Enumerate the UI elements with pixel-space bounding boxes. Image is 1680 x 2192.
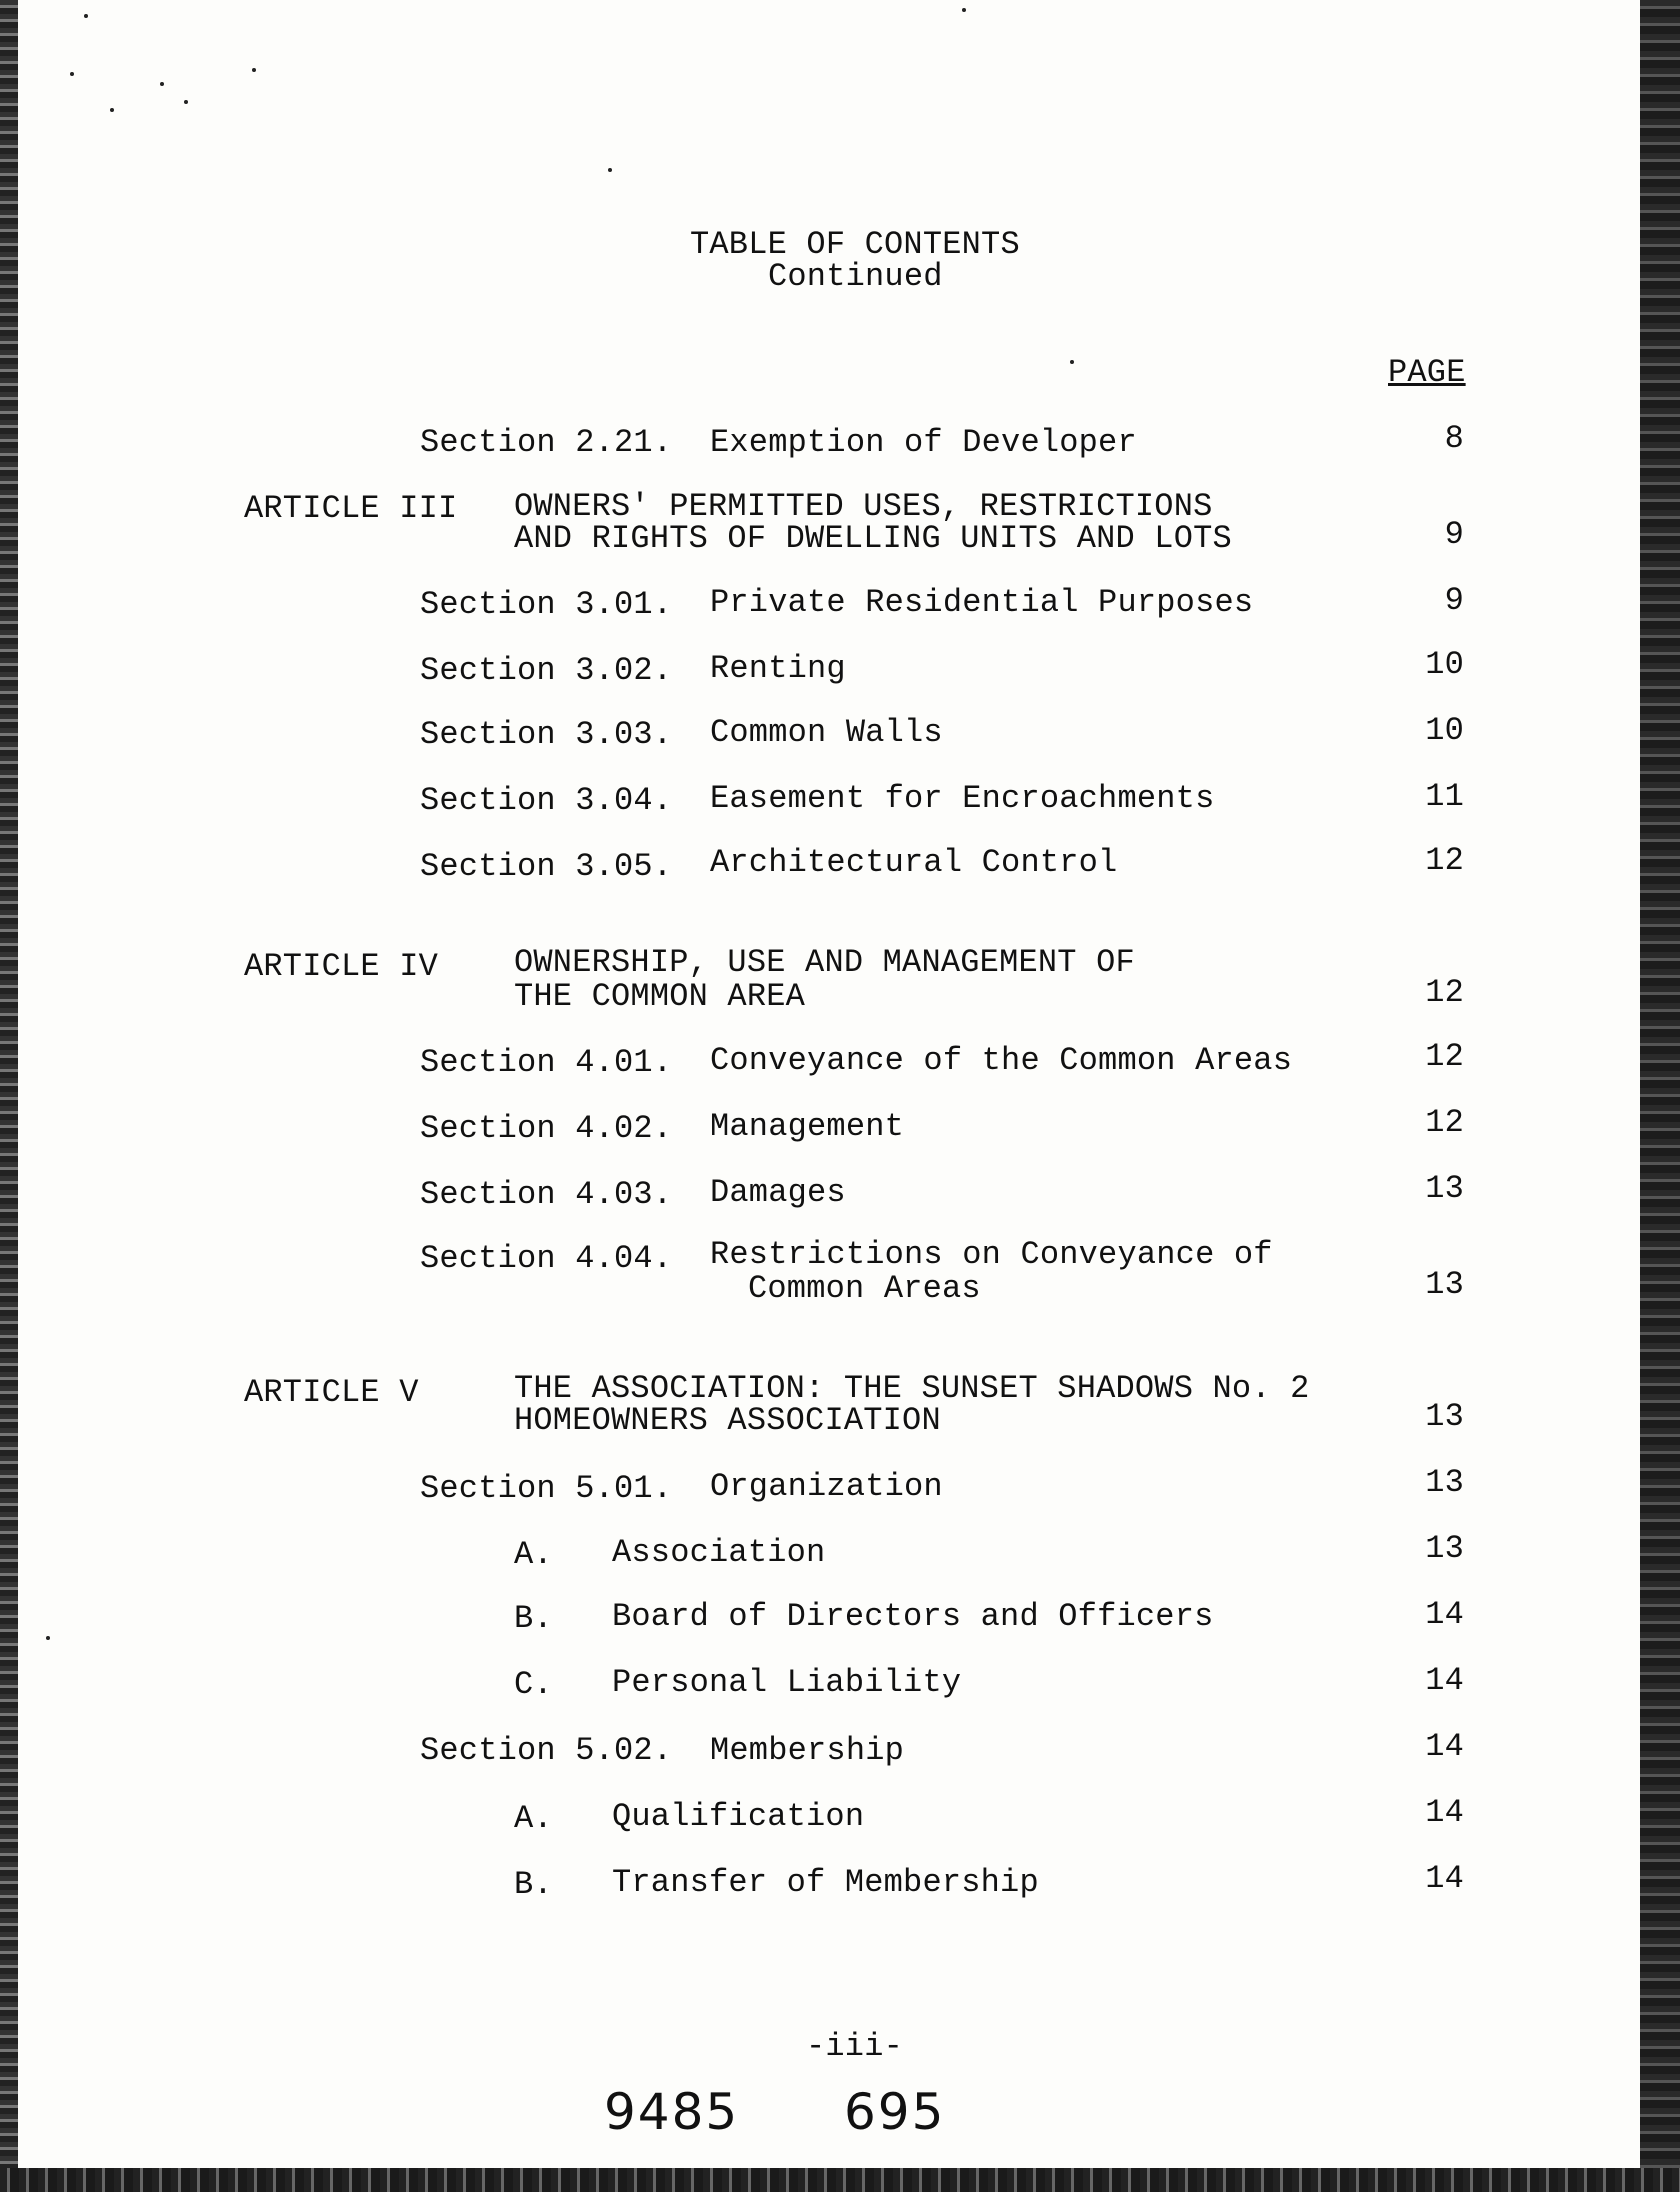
toc-entry-page: 14 <box>1425 1794 1464 1831</box>
scan-speck <box>84 14 88 18</box>
toc-entry-label: Section 4.03. <box>420 1176 673 1213</box>
toc-entry-page: 14 <box>1425 1860 1464 1897</box>
toc-entry-page: 10 <box>1425 712 1464 749</box>
toc-subentry-title: Personal Liability <box>612 1664 962 1701</box>
scan-speck <box>110 108 114 112</box>
bates-number-left: 9485 <box>604 2083 740 2141</box>
toc-entry-label: Section 3.01. <box>420 586 673 623</box>
toc-entry-page: 14 <box>1425 1728 1464 1765</box>
toc-subentry-letter: A. <box>514 1536 553 1573</box>
toc-article-label: ARTICLE III <box>244 490 458 527</box>
toc-subentry-letter: A. <box>514 1800 553 1837</box>
toc-article-title-cont: AND RIGHTS OF DWELLING UNITS AND LOTS <box>514 520 1232 557</box>
scan-speck <box>46 1636 50 1640</box>
toc-entry-page: 9 <box>1444 582 1464 619</box>
toc-entry-label: Section 3.02. <box>420 652 673 689</box>
toc-entry-page: 11 <box>1425 778 1464 815</box>
toc-entry-page: 12 <box>1425 1038 1464 1075</box>
toc-entry-label: Section 5.01. <box>420 1470 673 1507</box>
toc-entry-label: Section 2.21. <box>420 424 673 461</box>
toc-entry-label: Section 5.02. <box>420 1732 673 1769</box>
toc-entry-page: 13 <box>1425 1530 1464 1567</box>
toc-entry-label: Section 4.01. <box>420 1044 673 1081</box>
scan-border-right <box>1640 0 1680 2192</box>
toc-entry-label: Section 4.04. <box>420 1240 673 1277</box>
scan-speck <box>160 82 164 86</box>
toc-subentry-title: Board of Directors and Officers <box>612 1598 1214 1635</box>
document-page <box>18 0 1640 2168</box>
scan-border-bottom <box>0 2168 1680 2192</box>
toc-entry-page: 13 <box>1425 1170 1464 1207</box>
toc-entry-label: Section 3.03. <box>420 716 673 753</box>
toc-entry-title: Common Walls <box>710 714 943 751</box>
scan-speck <box>962 8 966 12</box>
toc-entry-title: Architectural Control <box>710 844 1118 881</box>
toc-entry-title: Exemption of Developer <box>710 424 1137 461</box>
footer-page-number: -iii- <box>806 2028 904 2065</box>
toc-entry-page: 8 <box>1444 420 1464 457</box>
toc-subentry-title: Transfer of Membership <box>612 1864 1039 1901</box>
toc-entry-title: Restrictions on Conveyance of <box>710 1236 1273 1273</box>
scan-speck <box>1070 360 1074 364</box>
toc-entry-page: 12 <box>1425 974 1464 1011</box>
toc-entry-title: Membership <box>710 1732 905 1769</box>
toc-subentry-letter: B. <box>514 1866 553 1903</box>
toc-entry-title: Renting <box>710 650 846 687</box>
toc-subentry-letter: C. <box>514 1666 553 1703</box>
toc-article-label: ARTICLE IV <box>244 948 439 985</box>
toc-entry-label: Section 4.02. <box>420 1110 673 1147</box>
toc-subtitle: Continued <box>768 258 943 295</box>
toc-entry-page: 14 <box>1425 1662 1464 1699</box>
toc-article-label: ARTICLE V <box>244 1374 419 1411</box>
toc-entry-page: 13 <box>1425 1266 1464 1303</box>
toc-entry-page: 12 <box>1425 842 1464 879</box>
toc-entry-label: Section 3.05. <box>420 848 673 885</box>
toc-entry-page: 9 <box>1444 516 1464 553</box>
toc-entry-title: Damages <box>710 1174 846 1211</box>
toc-article-title: OWNERSHIP, USE AND MANAGEMENT OF <box>514 944 1135 981</box>
toc-entry-title: Organization <box>710 1468 943 1505</box>
toc-subentry-title: Association <box>612 1534 826 1571</box>
toc-entry-title-cont: Common Areas <box>748 1270 981 1307</box>
toc-entry-page: 13 <box>1425 1398 1464 1435</box>
toc-entry-title: Conveyance of the Common Areas <box>710 1042 1293 1079</box>
scan-speck <box>184 100 188 104</box>
toc-entry-title: Easement for Encroachments <box>710 780 1215 817</box>
toc-title: TABLE OF CONTENTS <box>690 226 1020 263</box>
toc-entry-page: 12 <box>1425 1104 1464 1141</box>
toc-article-title-cont: THE COMMON AREA <box>514 978 806 1015</box>
toc-entry-page: 14 <box>1425 1596 1464 1633</box>
toc-subentry-letter: B. <box>514 1600 553 1637</box>
scan-speck <box>608 168 612 172</box>
bates-number-right: 695 <box>844 2083 946 2141</box>
toc-entry-title: Private Residential Purposes <box>710 584 1254 621</box>
scan-speck <box>70 72 74 76</box>
page-column-header: PAGE <box>1388 354 1466 391</box>
toc-entry-label: Section 3.04. <box>420 782 673 819</box>
scan-border-left <box>0 0 18 2192</box>
toc-entry-page: 10 <box>1425 646 1464 683</box>
toc-article-title-cont: HOMEOWNERS ASSOCIATION <box>514 1402 941 1439</box>
toc-subentry-title: Qualification <box>612 1798 865 1835</box>
scan-speck <box>252 68 256 72</box>
toc-article-title: OWNERS' PERMITTED USES, RESTRICTIONS <box>514 488 1213 525</box>
toc-article-title: THE ASSOCIATION: THE SUNSET SHADOWS No. 2 <box>514 1370 1310 1407</box>
toc-entry-title: Management <box>710 1108 905 1145</box>
toc-entry-page: 13 <box>1425 1464 1464 1501</box>
